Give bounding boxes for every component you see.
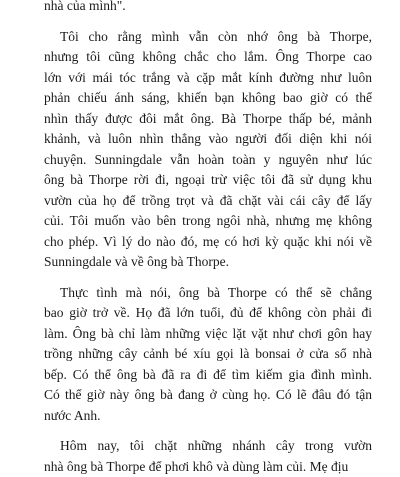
text-line: nhà của mình". xyxy=(44,0,372,17)
text-line: nước Anh. xyxy=(44,406,372,427)
text-line: Thực tình mà nói, ông bà Thorpe có thể sẽ chẳng xyxy=(44,283,372,304)
body-text xyxy=(44,0,372,477)
text-line: Có thể giờ này ông bà đang ở cùng họ. Có lẽ đâu đó tận xyxy=(44,385,372,406)
text-line: chuyện. Sunningdale vẫn hoàn toàn y nguyên như lúc xyxy=(44,150,372,171)
text-line: nhìn thấy được đôi mắt ông. Bà Thorpe thấp bé, mảnh xyxy=(44,109,372,130)
text-line: nhà ông bà Thorpe để phơi khô và dùng làm củi. Mẹ địu xyxy=(44,457,372,477)
text-line: nhưng tôi cũng không chắc cho lắm. Ông Thorpe cao xyxy=(44,47,372,68)
text-line: lớn với mái tóc trắng và cặp mắt kính đường như luôn xyxy=(44,68,372,89)
text-line: củi. Tôi muốn vào bên trong ngôi nhà, nhưng mẹ không xyxy=(44,211,372,232)
text-line: Tôi cho rằng mình vẫn còn nhớ ông bà Thorpe, xyxy=(44,27,372,48)
paragraph xyxy=(44,283,372,427)
text-line: cho phép. Vì lý do nào đó, mẹ có hơi kỳ quặc khi nói về xyxy=(44,232,372,253)
text-line: bao giờ trở về. Họ đã lớn tuổi, đủ để không còn phải đi xyxy=(44,303,372,324)
text-line: vườn của họ để trồng trọt và đã chặt vài cái cây để lấy xyxy=(44,191,372,212)
text-line: bếp. Có thể ông bà đã ra đi để tìm kiếm gia đình mình. xyxy=(44,365,372,386)
text-line: khảnh, và luôn nhìn thẳng vào người đối diện khi nói xyxy=(44,129,372,150)
text-line: làm. Ông bà chỉ làm những việc lặt vặt như chơi gôn hay xyxy=(44,324,372,345)
text-line: ông bà Thorpe rời đi, ngoại trừ việc tôi đã sử dụng khu xyxy=(44,170,372,191)
text-line: phản chiếu ánh sáng, khiến bạn không bao giờ có thể xyxy=(44,88,372,109)
text-line: Hôm nay, tôi chặt những nhánh cây trong vườn xyxy=(44,436,372,457)
paragraph xyxy=(44,27,372,273)
text-line: trồng những cây cảnh bé xíu gọi là bonsai ở cửa sổ nhà xyxy=(44,344,372,365)
paragraph xyxy=(44,436,372,477)
text-line: Sunningdale và về ông bà Thorpe. xyxy=(44,252,372,273)
paragraph xyxy=(44,0,372,17)
